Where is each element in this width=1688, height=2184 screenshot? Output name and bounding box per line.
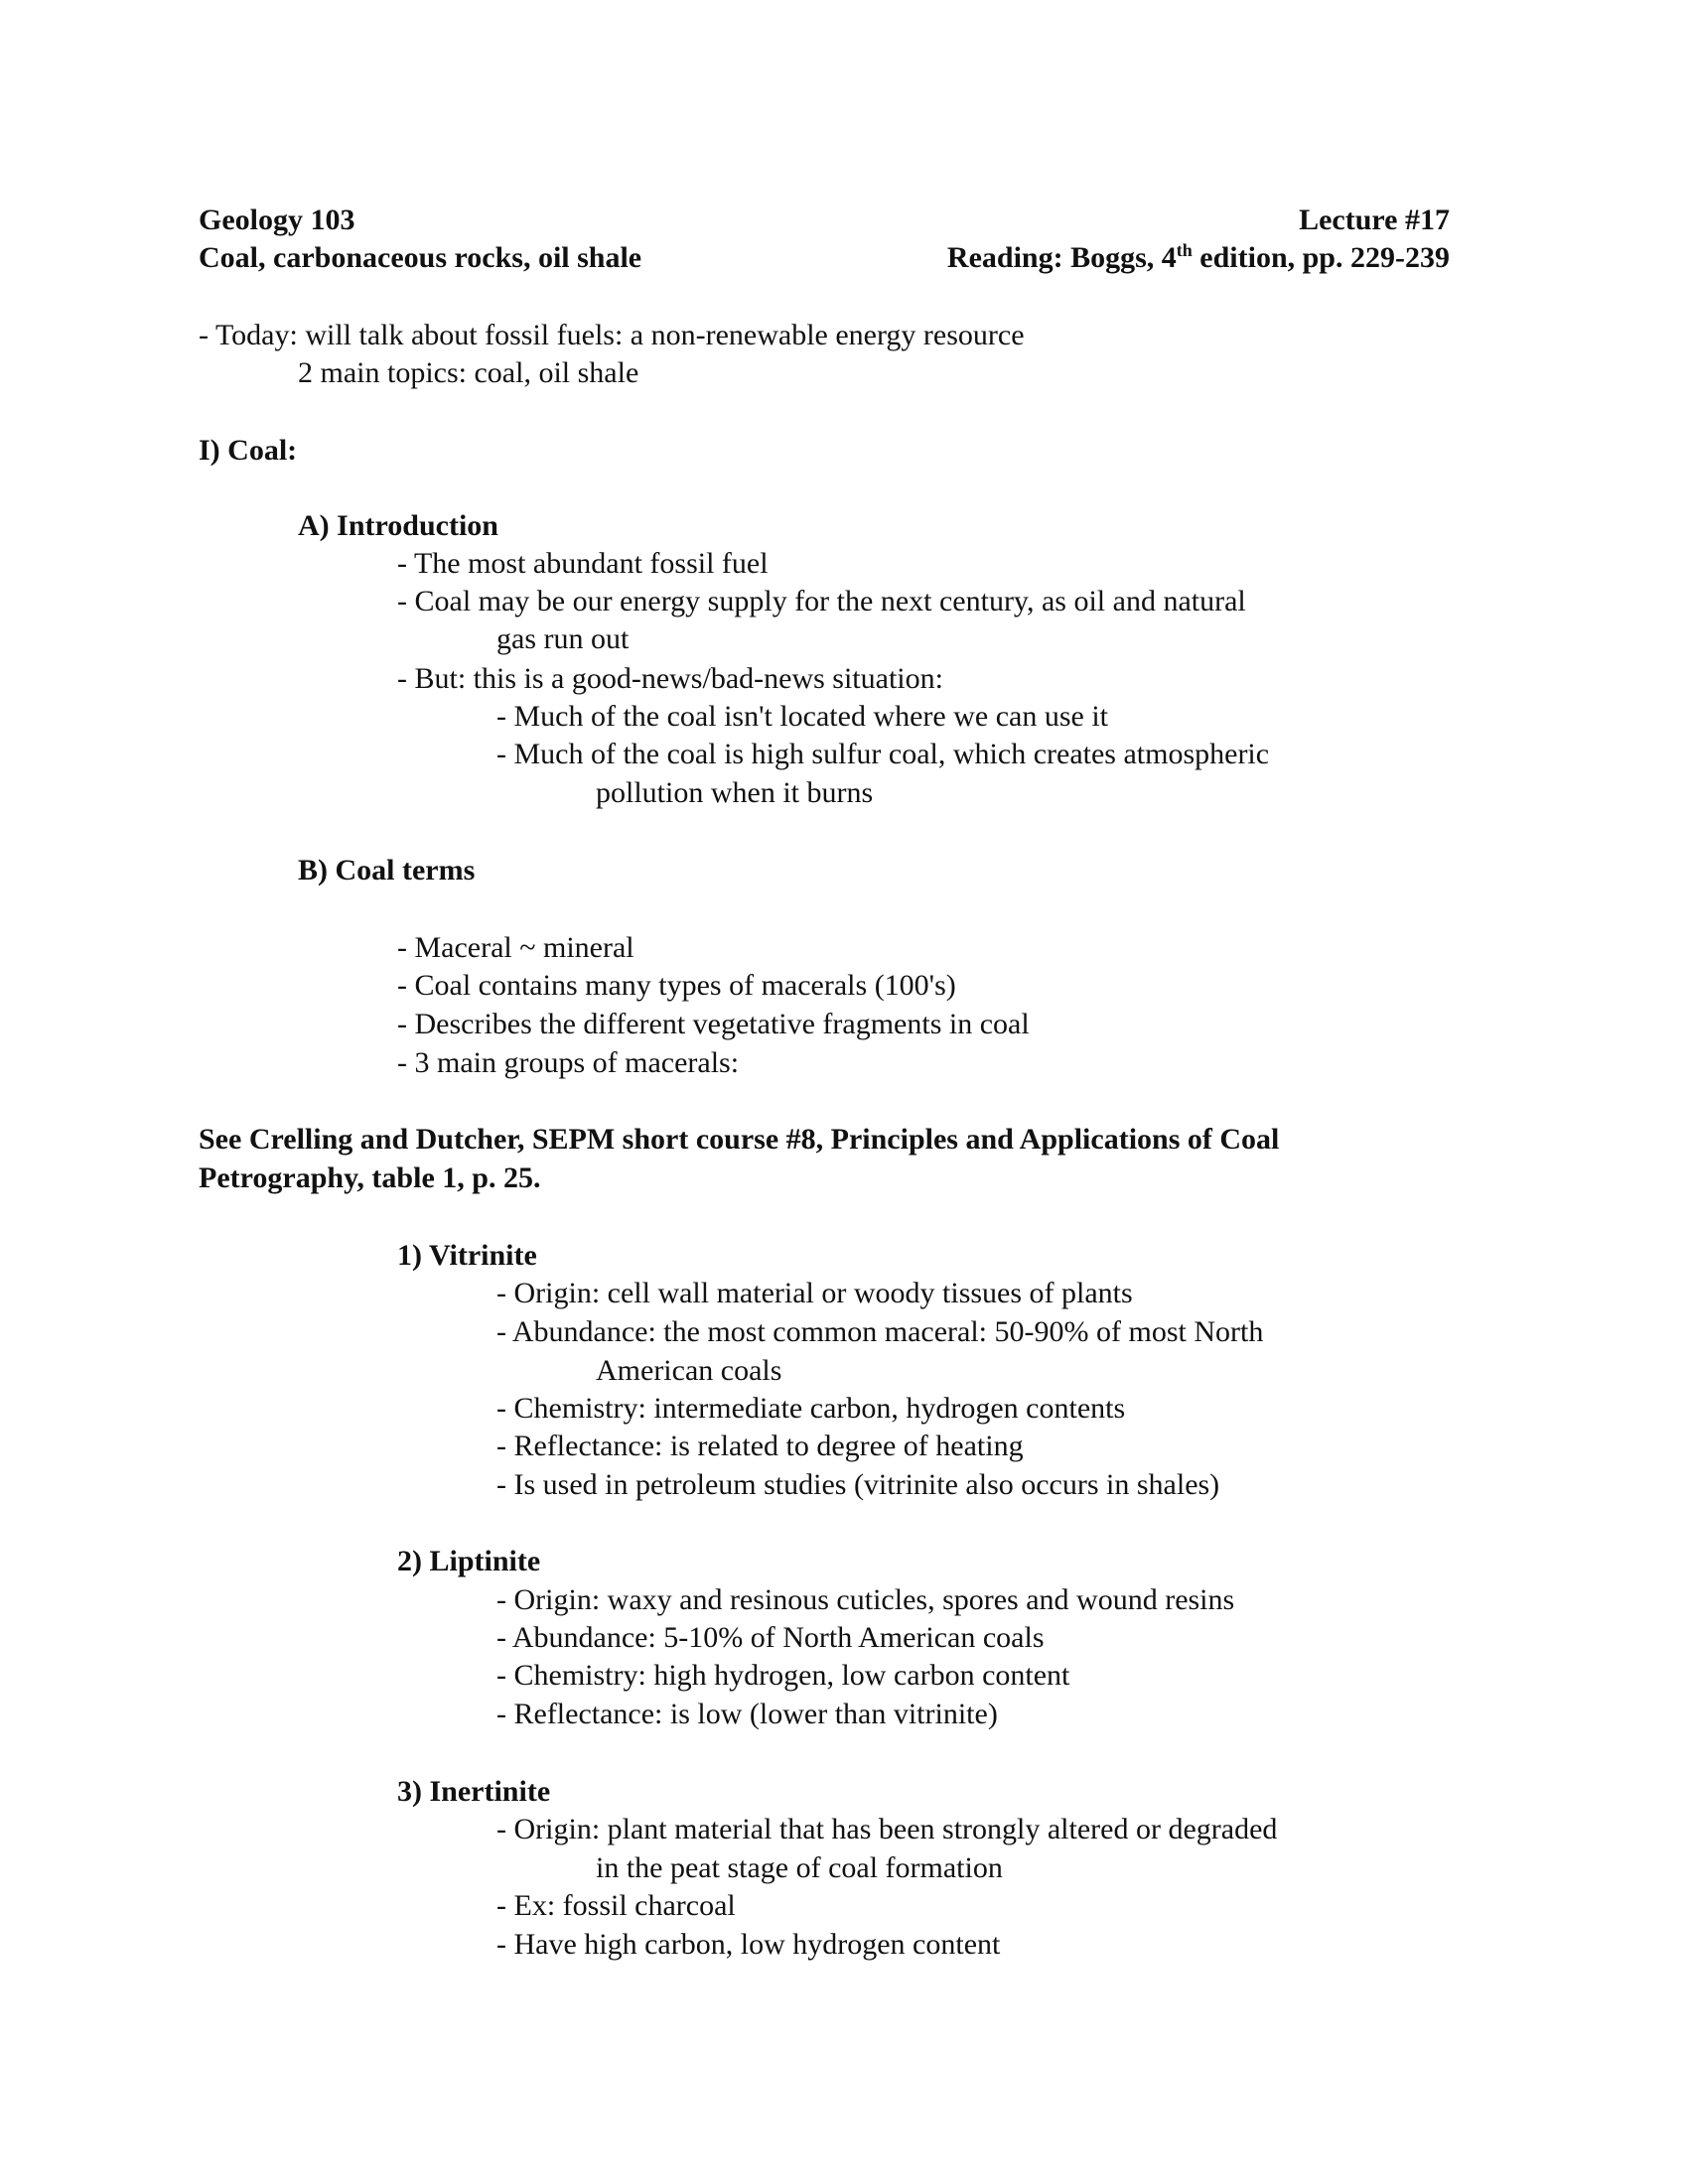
liptinite-item: - Chemistry: high hydrogen, low carbon content [496, 1659, 1070, 1692]
vitrinite-heading: 1) Vitrinite [397, 1239, 537, 1272]
coal-terms-item: - 3 main groups of macerals: [397, 1046, 740, 1079]
liptinite-item: - Origin: waxy and resinous cuticles, spores and wound resins [496, 1583, 1235, 1616]
reading-suffix: edition, pp. 229-239 [1192, 241, 1450, 274]
intro-item-continuation: gas run out [496, 622, 630, 655]
reading-prefix: Reading: Boggs, 4 [946, 241, 1177, 274]
vitrinite-item-continuation: American coals [596, 1354, 782, 1387]
subsection-introduction-heading: A) Introduction [298, 509, 498, 542]
inertinite-item-continuation: in the peat stage of coal formation [596, 1851, 1003, 1884]
course-title: Geology 103 [199, 204, 355, 236]
inertinite-heading: 3) Inertinite [397, 1775, 551, 1808]
intro-line-1: - Today: will talk about fossil fuels: a non-renewable energy resource [199, 319, 1025, 351]
intro-item: - The most abundant fossil fuel [397, 547, 769, 580]
intro-line-2: 2 main topics: coal, oil shale [298, 356, 639, 389]
intro-item: - But: this is a good-news/bad-news situation: [397, 662, 943, 695]
lecture-topic: Coal, carbonaceous rocks, oil shale [199, 241, 642, 274]
vitrinite-item: - Abundance: the most common maceral: 50-90% of most North [496, 1315, 1264, 1348]
section-coal-heading: I) Coal: [199, 434, 298, 467]
intro-item: - Coal may be our energy supply for the next century, as oil and natural [397, 585, 1246, 617]
inertinite-item: - Origin: plant material that has been strongly altered or degraded [496, 1813, 1278, 1845]
liptinite-heading: 2) Liptinite [397, 1545, 541, 1577]
coal-terms-item: - Describes the different vegetative fragments in coal [397, 1008, 1030, 1040]
subsection-coal-terms-heading: B) Coal terms [298, 854, 476, 887]
intro-subitem-continuation: pollution when it burns [596, 776, 874, 809]
vitrinite-item: - Is used in petroleum studies (vitrinite also occurs in shales) [496, 1468, 1220, 1501]
inertinite-item: - Have high carbon, low hydrogen content [496, 1928, 1001, 1961]
intro-subitem: - Much of the coal isn't located where we can use it [496, 700, 1109, 733]
liptinite-item: - Abundance: 5-10% of North American coals [496, 1621, 1045, 1654]
reference-line-2: Petrography, table 1, p. 25. [199, 1161, 541, 1194]
liptinite-item: - Reflectance: is low (lower than vitrinite) [496, 1698, 998, 1730]
reading-assignment [946, 240, 1450, 274]
coal-terms-item: - Maceral ~ mineral [397, 931, 634, 964]
reading-superscript: th [1176, 240, 1193, 260]
vitrinite-item: - Reflectance: is related to degree of heating [496, 1430, 1024, 1462]
lecture-number: Lecture #17 [1299, 204, 1450, 236]
coal-terms-item: - Coal contains many types of macerals (100's) [397, 969, 956, 1002]
reference-line-1: See Crelling and Dutcher, SEPM short course #8, Principles and Applications of Coal [199, 1123, 1280, 1156]
inertinite-item: - Ex: fossil charcoal [496, 1889, 736, 1922]
intro-subitem: - Much of the coal is high sulfur coal, which creates atmospheric [496, 738, 1270, 770]
vitrinite-item: - Chemistry: intermediate carbon, hydrogen contents [496, 1392, 1126, 1425]
vitrinite-item: - Origin: cell wall material or woody tissues of plants [496, 1277, 1133, 1309]
